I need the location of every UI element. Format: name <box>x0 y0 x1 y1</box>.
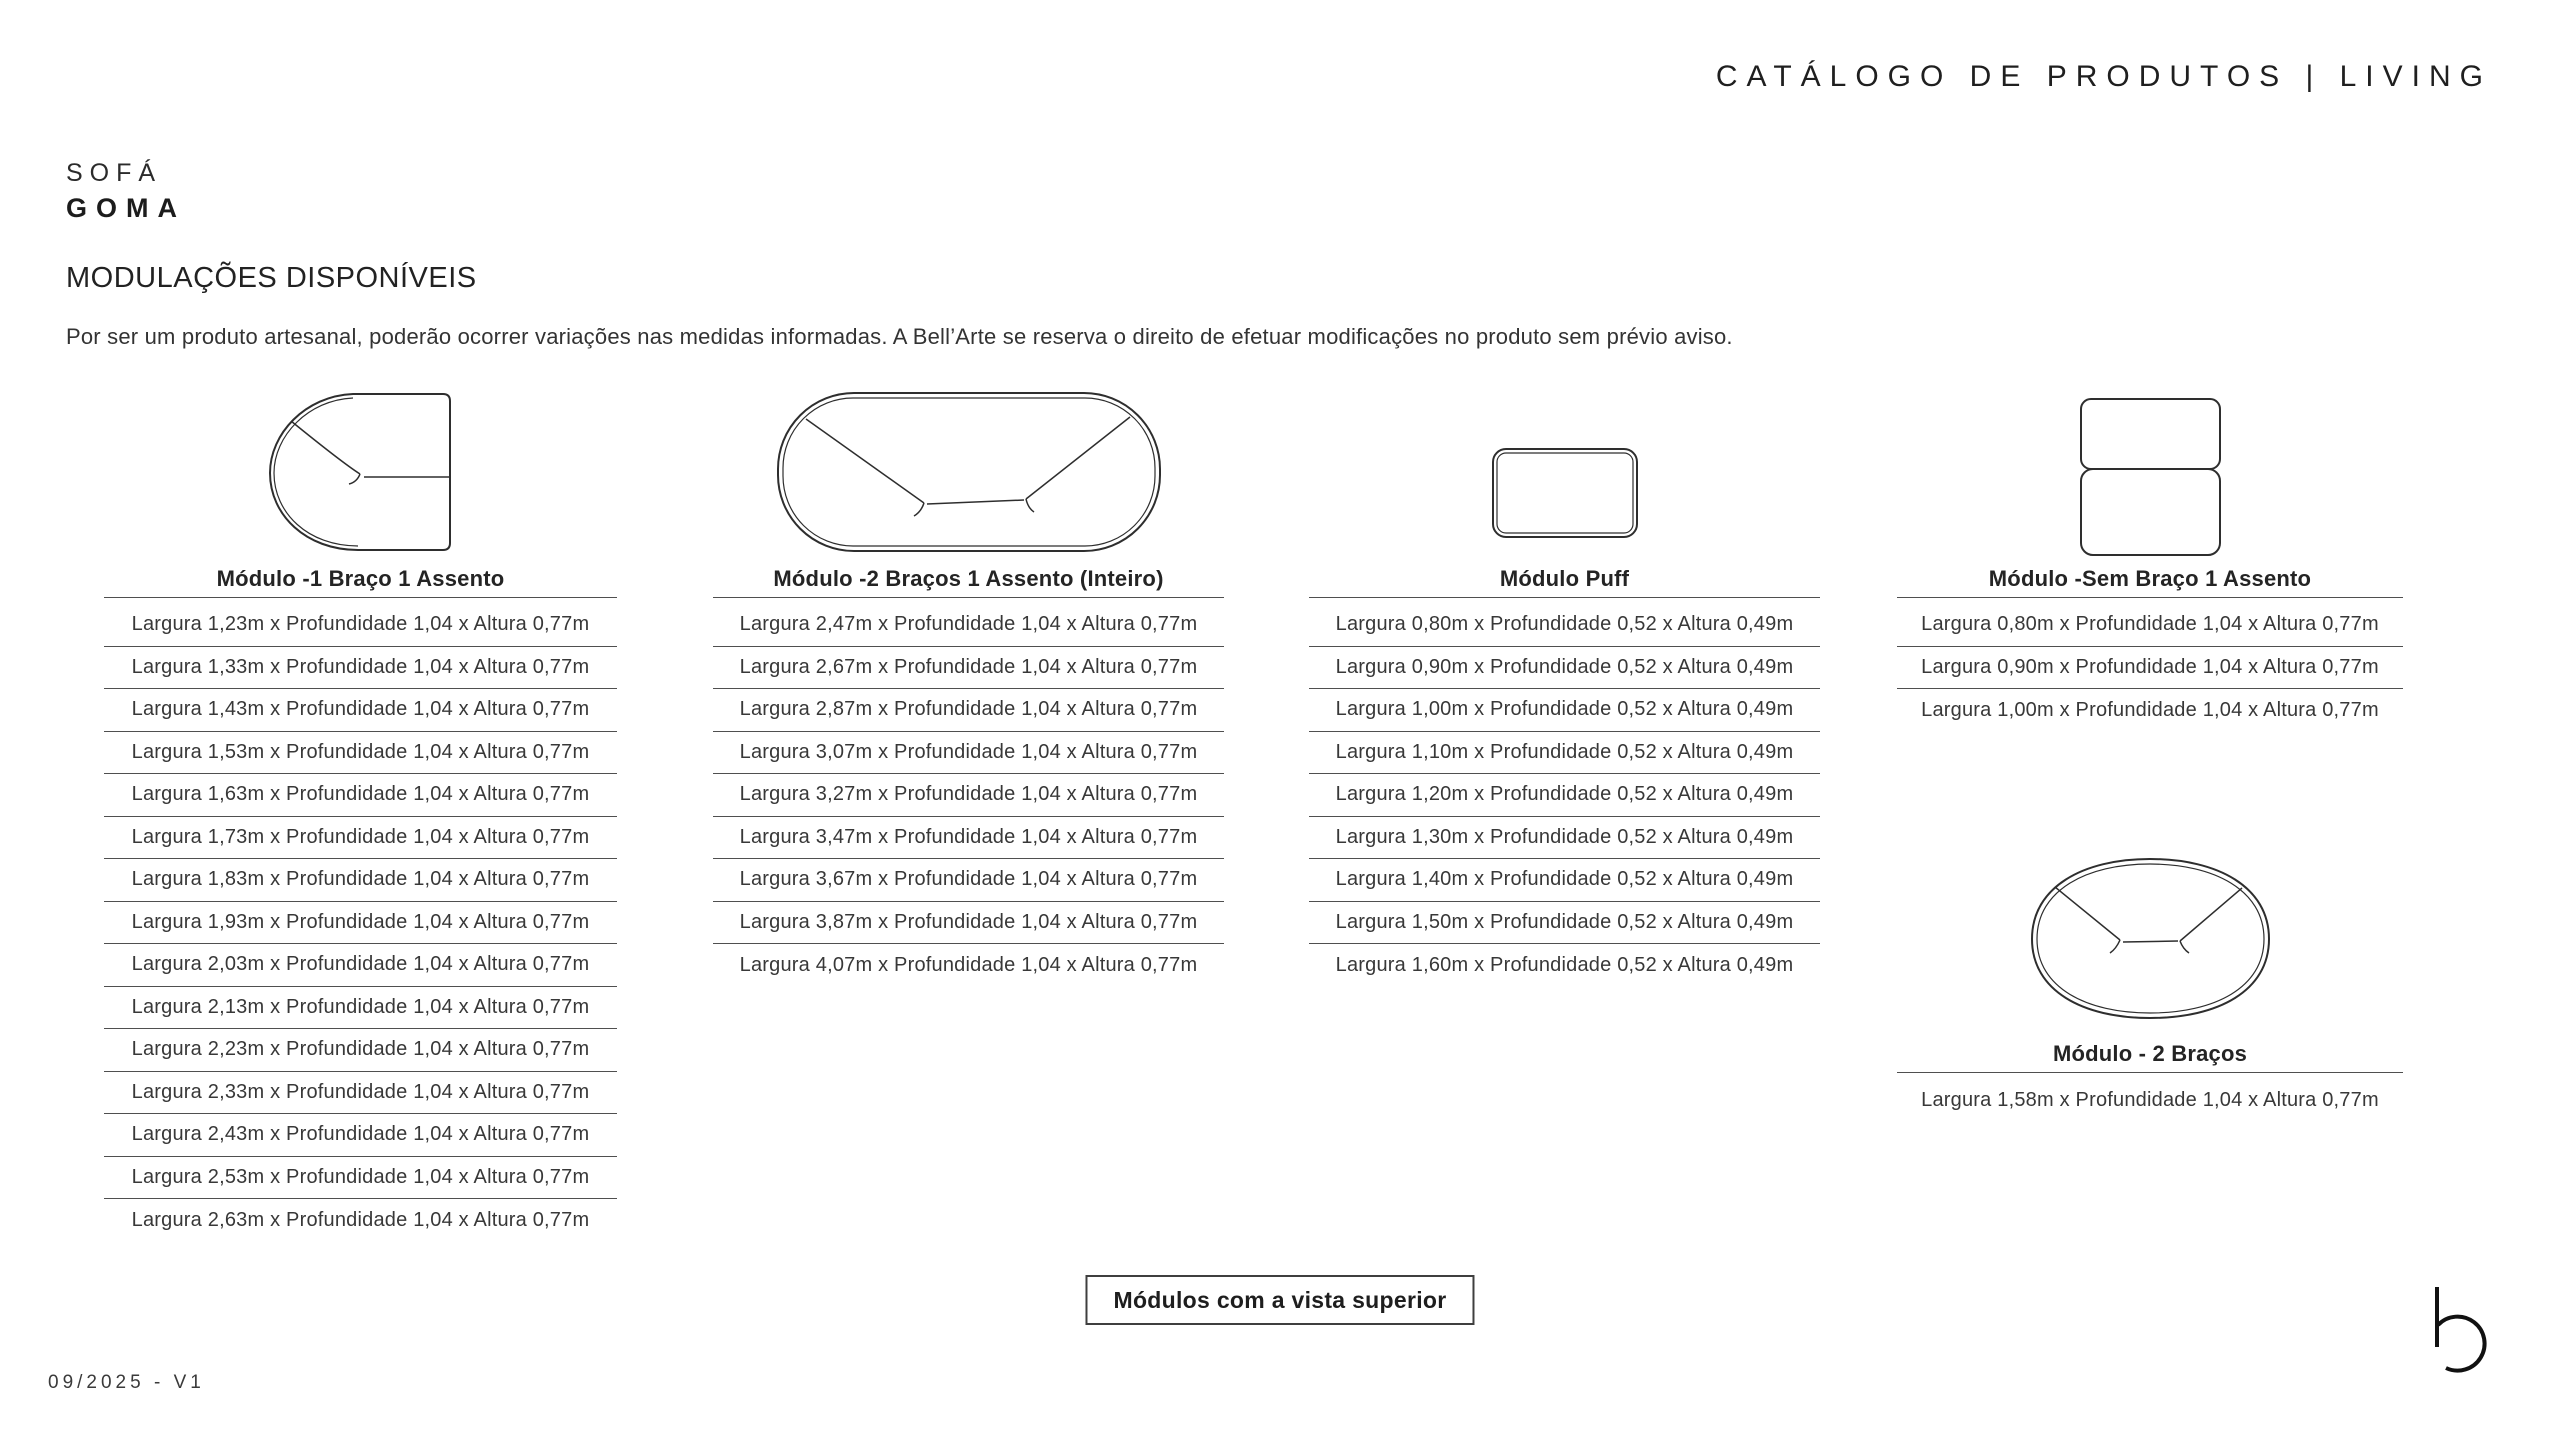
module-name: Módulo Puff <box>1309 561 1820 598</box>
dimension-row: Largura 3,47m x Profundidade 1,04 x Altura 0,77m <box>713 817 1224 860</box>
module-column-puff <box>1309 375 1820 987</box>
dimension-row: Largura 2,53m x Profundidade 1,04 x Altura 0,77m <box>104 1157 617 1200</box>
dimension-row: Largura 1,40m x Profundidade 0,52 x Altura 0,49m <box>1309 859 1820 902</box>
module-name: Módulo - 2 Braços <box>1897 1036 2403 1073</box>
catalog-title: CATÁLOGO DE PRODUTOS | LIVING <box>1715 60 2492 93</box>
product-header <box>66 156 186 226</box>
module-name: Módulo -Sem Braço 1 Assento <box>1897 561 2403 598</box>
two-arms-only-module-diagram <box>1897 855 2403 1022</box>
dimension-row: Largura 0,80m x Profundidade 1,04 x Altura 0,77m <box>1897 604 2403 647</box>
dimension-row: Largura 2,03m x Profundidade 1,04 x Altura 0,77m <box>104 944 617 987</box>
version-label: 09/2025 - V1 <box>48 1372 205 1393</box>
top-view-note-box <box>1085 1275 1474 1325</box>
dimension-row: Largura 1,33m x Profundidade 1,04 x Altura 0,77m <box>104 647 617 690</box>
dimension-row: Largura 2,33m x Profundidade 1,04 x Altura 0,77m <box>104 1072 617 1115</box>
product-name: GOMA <box>66 193 186 223</box>
top-view-note-label: Módulos com a vista superior <box>1113 1286 1447 1313</box>
one-arm-module-diagram <box>104 375 617 557</box>
module-name: Módulo -1 Braço 1 Assento <box>104 561 617 598</box>
dimension-row: Largura 3,07m x Profundidade 1,04 x Altura 0,77m <box>713 732 1224 775</box>
bellarte-b-logo-icon <box>2430 1284 2494 1381</box>
dimension-row: Largura 2,47m x Profundidade 1,04 x Altura 0,77m <box>713 604 1224 647</box>
dimension-row: Largura 1,53m x Profundidade 1,04 x Altura 0,77m <box>104 732 617 775</box>
dimension-table <box>713 604 1224 987</box>
two-arms-module-diagram <box>713 375 1224 557</box>
dimension-row: Largura 0,90m x Profundidade 0,52 x Altura 0,49m <box>1309 647 1820 690</box>
module-name: Módulo -2 Braços 1 Assento (Inteiro) <box>713 561 1224 598</box>
dimension-row: Largura 1,30m x Profundidade 0,52 x Altura 0,49m <box>1309 817 1820 860</box>
dimension-row: Largura 1,20m x Profundidade 0,52 x Altura 0,49m <box>1309 774 1820 817</box>
disclaimer-text: Por ser um produto artesanal, poderão ocorrer variações nas medidas informadas. A Bell’Arte se reserva o direito de efetuar modificações no produto sem prévio aviso. <box>66 324 1733 349</box>
dimension-row: Largura 1,43m x Profundidade 1,04 x Altura 0,77m <box>104 689 617 732</box>
dimension-row: Largura 1,00m x Profundidade 1,04 x Altura 0,77m <box>1921 698 2379 721</box>
dimension-row: Largura 2,23m x Profundidade 1,04 x Altura 0,77m <box>104 1029 617 1072</box>
dimension-row: Largura 3,67m x Profundidade 1,04 x Altura 0,77m <box>713 859 1224 902</box>
dimension-row: Largura 1,00m x Profundidade 0,52 x Altura 0,49m <box>1309 689 1820 732</box>
dimension-row: Largura 3,27m x Profundidade 1,04 x Altura 0,77m <box>713 774 1224 817</box>
dimension-row: Largura 1,60m x Profundidade 0,52 x Altura 0,49m <box>1335 953 1794 976</box>
dimension-table <box>1897 604 2403 732</box>
dimension-row: Largura 1,58m x Profundidade 1,04 x Altura 0,77m <box>1921 1088 2379 1111</box>
dimension-row: Largura 1,93m x Profundidade 1,04 x Altura 0,77m <box>104 902 617 945</box>
dimension-row: Largura 1,10m x Profundidade 0,52 x Altura 0,49m <box>1309 732 1820 775</box>
dimension-table <box>1309 604 1820 987</box>
module-column-2-arms-1-seat <box>713 375 1224 987</box>
dimension-table <box>1897 1079 2403 1122</box>
dimension-row: Largura 1,23m x Profundidade 1,04 x Altura 0,77m <box>104 604 617 647</box>
dimension-row: Largura 1,50m x Profundidade 0,52 x Altura 0,49m <box>1309 902 1820 945</box>
product-category: SOFÁ <box>66 159 163 187</box>
dimension-row: Largura 1,73m x Profundidade 1,04 x Altura 0,77m <box>104 817 617 860</box>
armless-module-diagram <box>1897 375 2403 557</box>
dimension-row: Largura 2,13m x Profundidade 1,04 x Altura 0,77m <box>104 987 617 1030</box>
dimension-row: Largura 2,43m x Profundidade 1,04 x Altura 0,77m <box>104 1114 617 1157</box>
dimension-row: Largura 0,90m x Profundidade 1,04 x Altura 0,77m <box>1897 647 2403 690</box>
module-block-2-arms <box>1897 855 2403 1122</box>
dimension-row: Largura 2,67m x Profundidade 1,04 x Altura 0,77m <box>713 647 1224 690</box>
dimension-row: Largura 4,07m x Profundidade 1,04 x Altura 0,77m <box>739 953 1198 976</box>
puff-module-diagram <box>1309 375 1820 557</box>
module-column-1-arm-1-seat <box>104 375 617 1242</box>
dimension-row: Largura 3,87m x Profundidade 1,04 x Altura 0,77m <box>713 902 1224 945</box>
dimension-row: Largura 0,80m x Profundidade 0,52 x Altura 0,49m <box>1309 604 1820 647</box>
dimension-row: Largura 1,83m x Profundidade 1,04 x Altura 0,77m <box>104 859 617 902</box>
dimension-row: Largura 2,63m x Profundidade 1,04 x Altura 0,77m <box>131 1208 590 1231</box>
dimension-row: Largura 2,87m x Profundidade 1,04 x Altura 0,77m <box>713 689 1224 732</box>
section-title: MODULAÇÕES DISPONÍVEIS <box>66 262 477 294</box>
dimension-row: Largura 1,63m x Profundidade 1,04 x Altura 0,77m <box>104 774 617 817</box>
module-column-armless-1-seat <box>1897 375 2403 732</box>
dimension-table <box>104 604 617 1242</box>
